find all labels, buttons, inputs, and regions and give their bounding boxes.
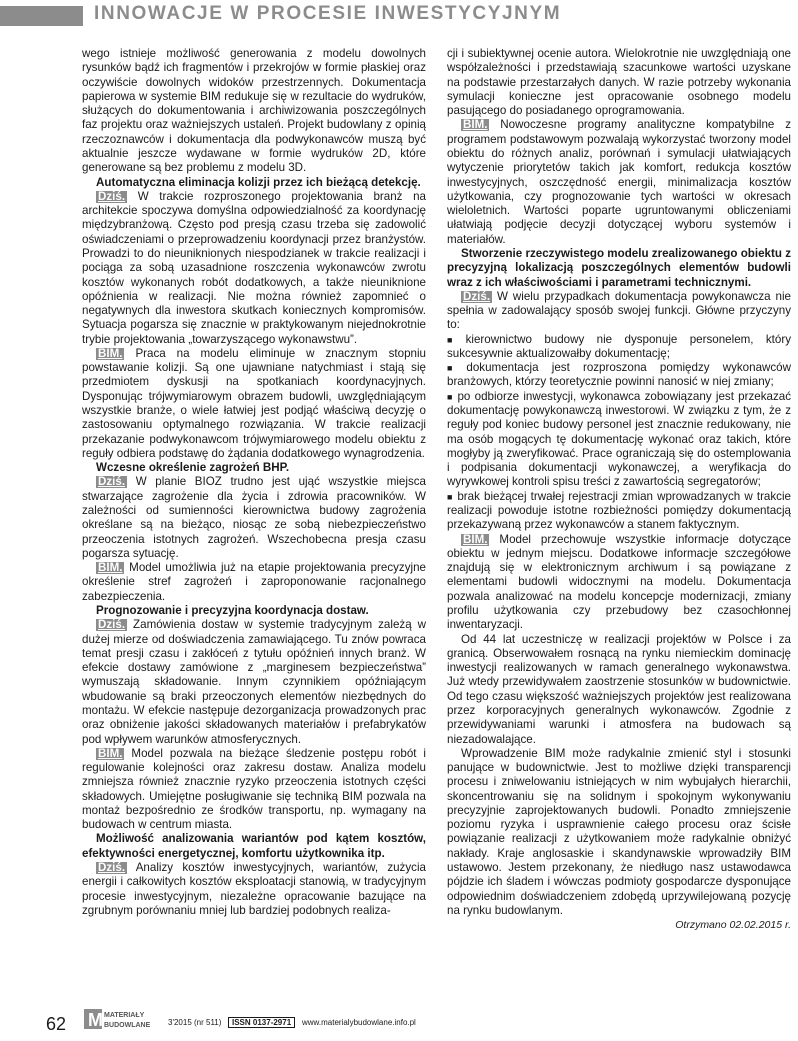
section-heading: Stworzenie rzeczywistego modelu zrealizowanego obiektu z precyzyjną lokalizacją poszczególnych elementów budowli wraz z ich właściwościami i parametrami technicznymi. [447,246,791,289]
paragraph-text: Model przechowuje wszystkie informacje dotyczące obiektu w jednym miejscu. Dodatkowe informacje szczegółowe znajdują się w elektronicznym archiwum i są powiązane z elementami budowli widocznymi na modelu. Dokumentacja pozwala analizować na modelu koncepcje modernizacji, zmiany profilu użytkowania czy przebudowy bez czasochłonnej inwentaryzacji. [447,532,791,632]
received-date: Otrzymano 02.02.2015 r. [675,919,791,932]
bullet-icon: ■ [447,334,462,345]
bim-tag: BIM. [463,532,488,546]
paragraph [82,347,426,461]
issue-number: 3'2015 (nr 511) [168,1018,222,1027]
dzis-tag: Dziś. [98,861,126,875]
dzis-tag: Dziś. [98,618,126,632]
list-item [447,333,791,362]
paragraph [447,118,791,247]
paragraph: Wprowadzenie BIM może radykalnie zmienić styl i stosunki panujące w budownictwie. Jest to możliwe dzięki transparencji procesu i zniwelowaniu istniejących w nim wybujałych hierarchii, skoncentrowaniu się na solidnym i spokojnym wykonywaniu precyzyjnie zaprojektowanych budowli. Ponadto zmniejszenie poziomu ryzyka i usprawnienie całego procesu oraz ścisłe powiązanie realizacji z użytkowaniem może radykalnie obniżyć nakłady. Kraje anglosaskie i skandynawskie wprowadziły BIM ustawowo. Jestem przekonany, że niedługo nasz ustawodawca pójdzie ich śladem i wówczas podmioty gospodarcze dysponujące odpowiednim doświadczeniem zdobędą uprzywilejowaną pozycję na rynku budowlanym. [447,746,791,917]
paragraph-text: W trakcie rozproszonego projektowania branż na architekcie spoczywa domyślna odpowiedzialność za koordynację międzybranżową. Często pod presją czasu trzeba się zadowolić oświadczeniami o przeprowadzeniu koordynacji przez branżystów. Prowadzi to do nieuniknionych niespodzianek w trakcie realizacji i pociąga za sobą uzasadnione roszczenia wykonawców zwrotu kosztów wykonanych robót dodatkowych, a także nieuniknione opóźnienia w realizacji. Nie można również zapomnieć o negatywnych dla inwestora skutkach koniecznych kompromisów. Sytuacja pogarsza się znacznie w praktykowanym niejednokrotnie trybie projektowania „towarzyszącego wykonawstwu”. [82,189,426,346]
paragraph-text: Praca na modelu eliminuje w znacznym stopniu powstawanie kolizji. Są one ujawniane natychmiast i stają się przedmiotem dyskusji na spotkaniach koordynacyjnych. Dysponując trójwymiarowym obrazem budowli, uwzględniającym wszystkie branże, o wiele łatwiej jest podjąć właściwą decyzję o zastosowaniu optymalnego rozwiązania. W trakcie realizacji przekazanie podwykonawcom trójwymiarowego modelu obiektu z reguły odbiera podstawę do żądania dodatkowego wynagrodzenia. [82,346,426,460]
bim-tag: BIM. [98,346,123,360]
paragraph-text: Model umożliwia już na etapie projektowania precyzyjne określenie stref zagrożeń i zaproponowanie racjonalnego zabezpieczenia. [82,561,426,603]
bullet-icon: ■ [447,363,463,374]
paragraph: cji i subiektywnej ocenie autora. Wielokrotnie nie uwzględniają one współzależności i przedstawiają szacunkowe wartości uzyskane na podstawie przestarzałych danych. W razie potrzeby wykonania symulacji konieczne jest opracowanie osobnego modelu pasującego do posiadanego oprogramowania. [447,47,791,118]
paragraph-text: W wielu przypadkach dokumentacja powykonawcza nie spełnia w zadowalający sposób swojej funkcji. Główne przyczyny to: [447,289,791,332]
paragraph-text: Model pozwala na bieżące śledzenie postępu robót i regulowanie kolejności oraz zakresu dostaw. Analiza modelu zmniejsza również znacznie ryzyko przeoczenia istotnych części składowych. Umiejętne posługiwanie się techniką BIM pozwala na montaż bezpośrednio ze środków transportu, np. wymagany na budowach w centrum miasta. [82,746,426,832]
list-item [447,390,791,490]
logo-line2: BUDOWLANE [104,1022,151,1029]
paragraph [82,747,426,833]
paragraph [82,190,426,347]
section-heading: Możliwość analizowania wariantów pod kątem kosztów, efektywności energetycznej, komfortu użytkownika itp. [82,832,426,860]
dzis-tag: Dziś. [463,289,491,303]
left-column [82,47,426,987]
paragraph-text: W planie BIOZ trudno jest ująć wszystkie miejsca stwarzające zagrożenie dla życia i zdrowia pracowników. W zależności od sumienności kierownictwa budowy zagrożenia określane są na bieżąco, niosąc ze sobą niebezpieczeństwo przeoczenia istotnych zagrożeń. Wszechobecna presja czasu pogarsza sytuację. [82,475,426,560]
list-item-text: kierownictwo budowy nie dysponuje personelem, który sukcesywnie aktualizowałby dokumentację; [447,332,791,360]
list-item-text: brak bieżącej trwałej rejestracji zmian wprowadzanych w trakcie realizacji powoduje istotne rozbieżności pomiędzy dokumentacją przekazywaną przez wykonawców a stanem faktycznym. [447,489,791,532]
website-url: www.materialybudowlane.info.pl [302,1018,416,1027]
paragraph-text: Zamówienia dostaw w systemie tradycyjnym zależą w dużej mierze od doświadczenia zamawiającego. Tu znów powraca temat presji czasu i zakłóceń z tytułu opóźnień innych branż. W efekcie dostawy zamówione z „marginesem bezpieczeństwa” wymuszają składowanie. Innym czynnikiem opóźniającym wbudowanie są braki przeoczonych elementów niezbędnych do montażu. W efekcie następuje dezorganizacja prowadzonych prac oraz obniżenie jakości składowanych materiałów i prefabrykatów pod wpływem warunków atmosferycznych. [82,618,426,746]
paragraph [82,618,426,747]
logo-letter-m: M [88,1010,103,1030]
paragraph [82,861,426,918]
list-item [447,361,791,390]
list-item-text: po odbiorze inwestycji, wykonawca zobowiązany jest przekazać dokumentację powykonawczą inwestorowi. W związku z tym, że z reguły pod koniec budowy personel jest znacznie redukowany, nie ma osób mogących tę dokumentację wykonać oraz takich, które mogłyby ją zweryfikować. Prace ograniczają się do ostemplowania i podpisania dokumentacji wykonawczej, a weryfikacja do wyrywkowej kontroli spisu treści z zawartością segregatorów; [447,389,791,489]
header-accent-bar [0,6,83,26]
paragraph-text: Nowoczesne programy analityczne kompatybilne z programem podstawowym pozwalają wykorzystać tworzony model obiektu do różnych analiz, porównań i symulacji ułatwiających wytyczenie priorytetów takich jak komfort, redukcja kosztów inwestycyjnych, oszczędność energii, minimalizacja kosztów użytkowania, czy prognozowanie tych wartości w okresach wieloletnich. Wartości poparte ugruntowanymi obliczeniami ułatwiają podjęcie decyzji dotyczącej wyboru systemów i materiałów. [447,118,791,246]
list-item-text: dokumentacja jest rozproszona pomiędzy wykonawców branżowych, którzy teoretycznie powinni nanosić w niej zmiany; [447,361,791,389]
list-item [447,490,791,533]
dzis-tag: Dziś. [98,475,126,489]
page-number: 62 [46,1014,67,1034]
section-heading: Wczesne określenie zagrożeń BHP. [96,461,290,475]
section-heading: Prognozowanie i precyzyjna koordynacja dostaw. [96,603,369,617]
paragraph-text: Analizy kosztów inwestycyjnych, wariantów, zużycia energii i całkowitych kosztów eksploatacji stanowią, w tradycyjnym procesie inwestycyjnym, niezależne opracowanie bazujące na zgrubnym porównaniu mniej lub bardziej podobnych realiza- [82,861,426,917]
paragraph [82,561,426,604]
page-footer [0,1000,798,1040]
section-title: INNOWACJE W PROCESIE INWESTYCYJNYM [94,3,562,24]
logo-line1: MATERIAŁY [104,1012,145,1019]
paragraph [82,475,426,561]
dzis-tag: Dziś. [98,189,126,203]
paragraph [447,290,791,333]
bim-tag: BIM. [463,118,488,132]
paragraph [447,533,791,633]
section-heading: Automatyczna eliminacja kolizji przez ich bieżącą detekcję. [96,175,421,189]
bullet-icon: ■ [447,491,454,502]
paragraph: wego istnieje możliwość generowania z modelu dowolnych rysunków bądź ich fragmentów i przekrojów w formie płaskiej oraz oczywiście dowolnych widoków przestrzennych. Dokumentacja papierowa w systemie BIM redukuje się w rezultacie do wydruków, służących do dokumentowania i archiwizowania poszczególnych faz projektu oraz ważniejszych ustaleń. Projekt budowlany z opinią rzeczoznawców i dokumentacja dla podwykonawców muszą być aktualnie jeszcze wydawane w formie wydruków 2D, które generowane są bez problemu z modelu 3D. [82,47,426,175]
bim-tag: BIM. [98,746,123,760]
paragraph: Od 44 lat uczestniczę w realizacji projektów w Polsce i za granicą. Obserwowałem rosnącą na rynku niemieckim dominację inwestycji realizowanych w ramach generalnego wykonawstwa. Już wtedy przewidywałem zaostrzenie stosunków w budownictwie. Od tego czasu większość ważniejszych projektów jest realizowana przez korporacyjnych generalnych wykonawców. Zgodnie z przewidywaniami warunki i atmosfera na budowach są niezadowalające. [447,632,791,746]
bullet-icon: ■ [447,391,454,402]
magazine-logo [84,1006,164,1032]
bim-tag: BIM. [98,561,123,575]
right-column [447,47,791,987]
issn-box: ISSN 0137-2971 [228,1017,295,1028]
